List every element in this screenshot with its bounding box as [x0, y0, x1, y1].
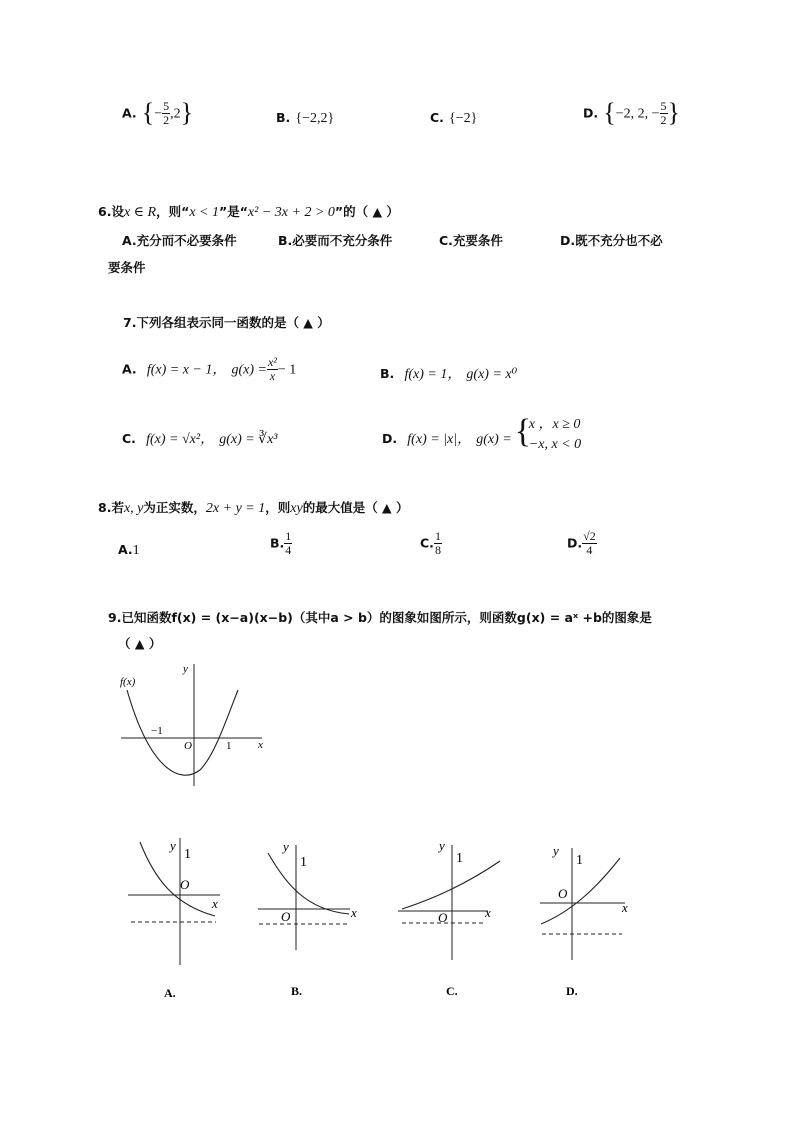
- graph-fx-f-label: f(x): [120, 676, 136, 688]
- graph-d: [540, 848, 625, 960]
- graph-a-x: x: [212, 896, 218, 911]
- q7-d-case2: −x, x < 0: [528, 437, 582, 452]
- graph-a-one: 1: [184, 847, 191, 862]
- q7-option-c[interactable]: C. f(x) = √x²， g(x) = ∛x³: [122, 431, 278, 447]
- q6-option-b[interactable]: B.必要而不充分条件: [278, 233, 393, 248]
- q5-option-c[interactable]: [430, 107, 477, 127]
- q7-d-case1: x ，x ≥ 0: [528, 417, 581, 432]
- q5-b-label: B.: [276, 110, 291, 125]
- q5-c-label: C.: [430, 110, 444, 125]
- svg-text:y: y: [439, 838, 445, 853]
- q7-option-a[interactable]: A. f(x) = x − 1， g(x) = $\frac{\text{x²}}{x}$ − 1: [122, 355, 297, 383]
- svg-text:1: 1: [300, 855, 307, 870]
- q5-d-label: D.: [583, 105, 599, 121]
- svg-text:y: y: [283, 839, 289, 854]
- graph-fx-curve: [127, 690, 238, 775]
- graph-fx-origin: O: [184, 740, 192, 752]
- svg-text:O: O: [558, 886, 568, 901]
- q5-b-set: {−2,2}: [295, 111, 335, 126]
- graph-d-caption: D.: [566, 984, 578, 998]
- q5-option-a[interactable]: A. {− $\frac{5}{2}$ ,2}: [122, 98, 194, 127]
- svg-text:x: x: [622, 900, 628, 915]
- q5-d-fraction: $\frac{5}{2}$: [660, 98, 667, 127]
- graph-b: [258, 845, 350, 950]
- q7-option-b[interactable]: B. f(x) = 1， g(x) = x⁰: [380, 366, 518, 382]
- graph-a-origin: O: [180, 877, 190, 892]
- svg-text:y: y: [553, 843, 559, 858]
- graph-a: [128, 838, 220, 965]
- graph-b-caption: B.: [291, 984, 303, 998]
- q7-option-d[interactable]: $_{D.}$ f(x) = |x|， g(x) = { x ，x ≥ 0 −x, x < 0: [382, 415, 581, 455]
- q6-option-d-continued: 要条件: [108, 260, 146, 275]
- q7-a-fraction: $\frac{\text{x²}}{x}$: [267, 355, 277, 383]
- q6-option-d[interactable]: D.既不充分也不必: [560, 233, 663, 248]
- graph-a-caption: A.: [164, 986, 176, 1000]
- q6-option-a[interactable]: A.充分而不必要条件: [122, 233, 237, 248]
- graph-fx-y-label: y: [183, 663, 188, 675]
- q9-stem-answer: （ ▲ ）: [118, 636, 162, 651]
- q6-stem: 6.设x ∈ R，则“x < 1”是“x² − 3x + 2 > 0”的（ ▲ ）: [98, 204, 399, 220]
- q5-option-d[interactable]: D. {−2, 2, − $\frac{5}{2}$ }: [583, 98, 680, 127]
- q5-c-set: {−2}: [449, 111, 478, 126]
- q8-option-d[interactable]: D. $\frac{√2}{4}$: [567, 529, 596, 557]
- graph-c-caption: C.: [446, 984, 458, 998]
- svg-text:O: O: [281, 909, 291, 924]
- svg-text:1: 1: [456, 851, 463, 866]
- graph-a-y: y: [170, 838, 176, 853]
- svg-text:x: x: [485, 905, 491, 920]
- q6-option-c[interactable]: C.充要条件: [439, 233, 503, 248]
- svg-text:1: 1: [576, 853, 583, 868]
- q8-option-c[interactable]: C. $\frac{1}{8}$: [420, 529, 441, 557]
- graph-fx-x-label: x: [258, 739, 263, 751]
- q5-a-label: A.: [122, 105, 137, 121]
- svg-text:O: O: [438, 910, 448, 925]
- graph-fx-one: 1: [226, 740, 232, 752]
- svg-text:x: x: [351, 905, 357, 920]
- graph-fx-neg-one: −1: [151, 725, 163, 737]
- q5-a-fraction: $\frac{5}{2}$: [163, 98, 170, 127]
- q8-stem: 8.若x, y为正实数，2x + y = 1，则xy的最大值是（ ▲ ）: [98, 500, 409, 516]
- q7-stem: 7.下列各组表示同一函数的是（ ▲ ）: [123, 315, 330, 330]
- graph-c: [398, 845, 500, 960]
- q5-option-b[interactable]: [276, 107, 334, 127]
- q8-option-b[interactable]: B. $\frac{1}{4}$: [270, 529, 292, 557]
- q9-stem: 9.已知函数f(x) = (x−a)(x−b)（其中a > b）的图象如图所示，则函数g(x) = aˣ +b的图象是: [108, 610, 652, 625]
- q8-option-a[interactable]: A.1: [118, 542, 140, 558]
